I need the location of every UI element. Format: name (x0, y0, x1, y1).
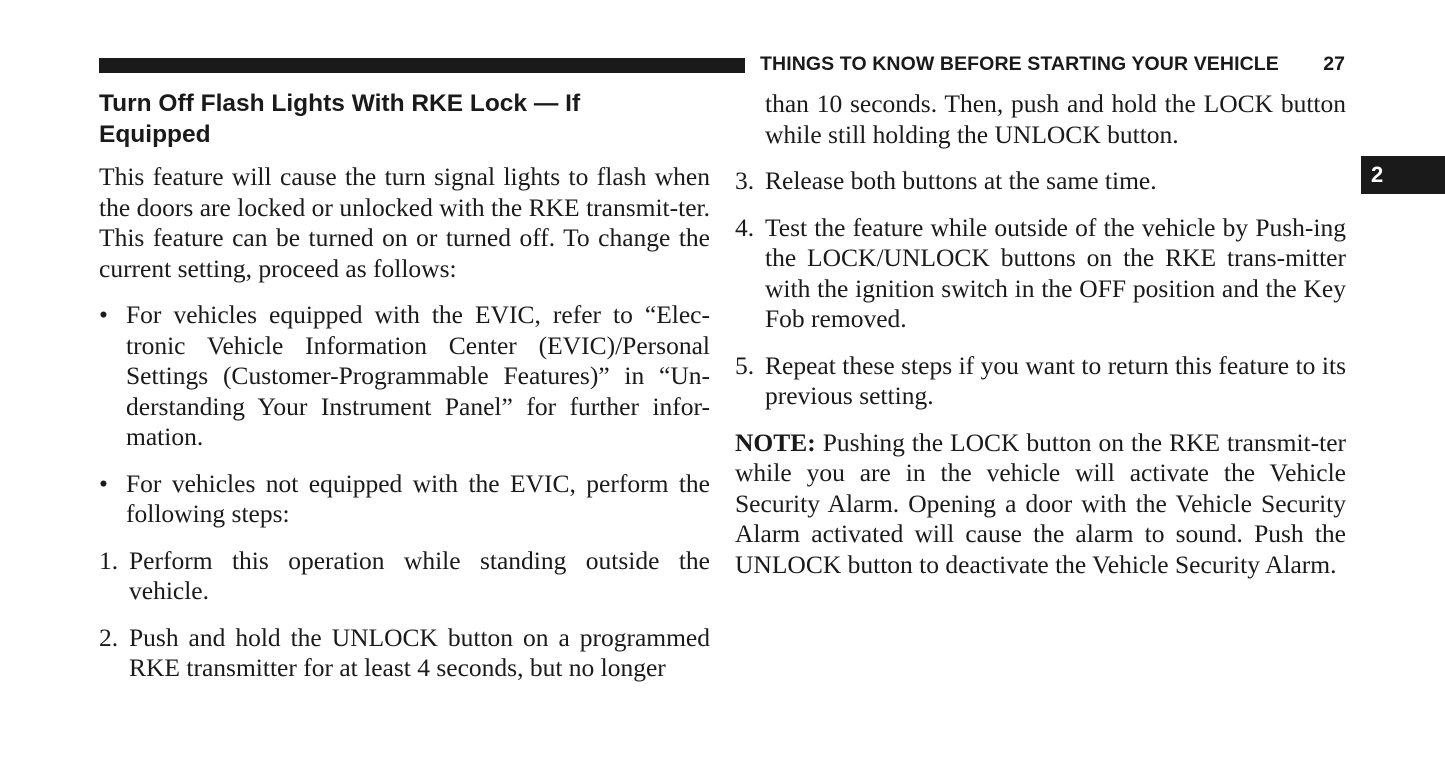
section-tab: 2 (1361, 156, 1445, 194)
section-heading-line2: Equipped (99, 120, 211, 148)
left-column (99, 89, 710, 700)
bullet-marker: • (99, 468, 108, 498)
step-5 (735, 351, 1346, 412)
running-header-title: THINGS TO KNOW BEFORE STARTING YOUR VEHICLE (760, 53, 1279, 75)
header-rule (99, 58, 745, 73)
right-column (735, 89, 1346, 580)
step-2-continued: than 10 seconds. Then, push and hold the LOCK button while still holding the UNLOCK button. (765, 89, 1346, 149)
step-3 (735, 166, 1346, 197)
step-2 (99, 623, 710, 684)
step-text: Repeat these steps if you want to return this feature to its previous setting. (765, 350, 1346, 410)
bullet-item-evic (99, 300, 710, 453)
section-heading (99, 89, 710, 150)
step-text: Perform this operation while standing outside the vehicle. (129, 545, 710, 605)
step-1 (99, 546, 710, 607)
section-heading-line1: Turn Off Flash Lights With RKE Lock — If (99, 90, 581, 117)
step-text: Release both buttons at the same time. (765, 166, 1157, 195)
step-4 (735, 213, 1346, 335)
step-text: Push and hold the UNLOCK button on a programmed RKE transmitter for at least 4 seconds, but no longer (129, 622, 710, 682)
bullet-item-no-evic (99, 469, 710, 530)
note-text: Pushing the LOCK button on the RKE transmit-ter while you are in the vehicle will activate the Vehicle Security Alarm. Opening a door with the Vehicle Security Alarm activated will cause the alarm to sound. Push the UNLOCK button to deactivate the Vehicle Security Alarm. (735, 427, 1346, 579)
intro-paragraph: This feature will cause the turn signal lights to flash when the doors are locked or unlocked with the RKE transmit-ter. This feature can be turned on or turned off. To change the current setting, proceed as follows: (99, 162, 710, 283)
bullet-text: For vehicles equipped with the EVIC, refer to “Elec-tronic Vehicle Information Center (EVIC)/Personal Settings (Customer-Programmable Features)” in “Un-derstanding Your Instrument Panel” for further infor-mation. (126, 300, 710, 451)
note-label: NOTE: (735, 427, 816, 457)
step-number: 1. (99, 545, 119, 575)
bullet-text: For vehicles not equipped with the EVIC, perform the following steps: (126, 468, 710, 528)
step-number: 4. (735, 212, 755, 242)
step-number: 3. (735, 166, 755, 195)
step-number: 2. (99, 622, 119, 652)
bullet-marker: • (99, 300, 108, 329)
step-text: Test the feature while outside of the vehicle by Push-ing the LOCK/UNLOCK buttons on the RKE trans-mitter with the ignition switch in the OFF position and the Key Fob removed. (765, 212, 1346, 333)
note-paragraph (735, 428, 1346, 581)
page-number: 27 (1323, 53, 1345, 75)
step-number: 5. (735, 350, 755, 380)
